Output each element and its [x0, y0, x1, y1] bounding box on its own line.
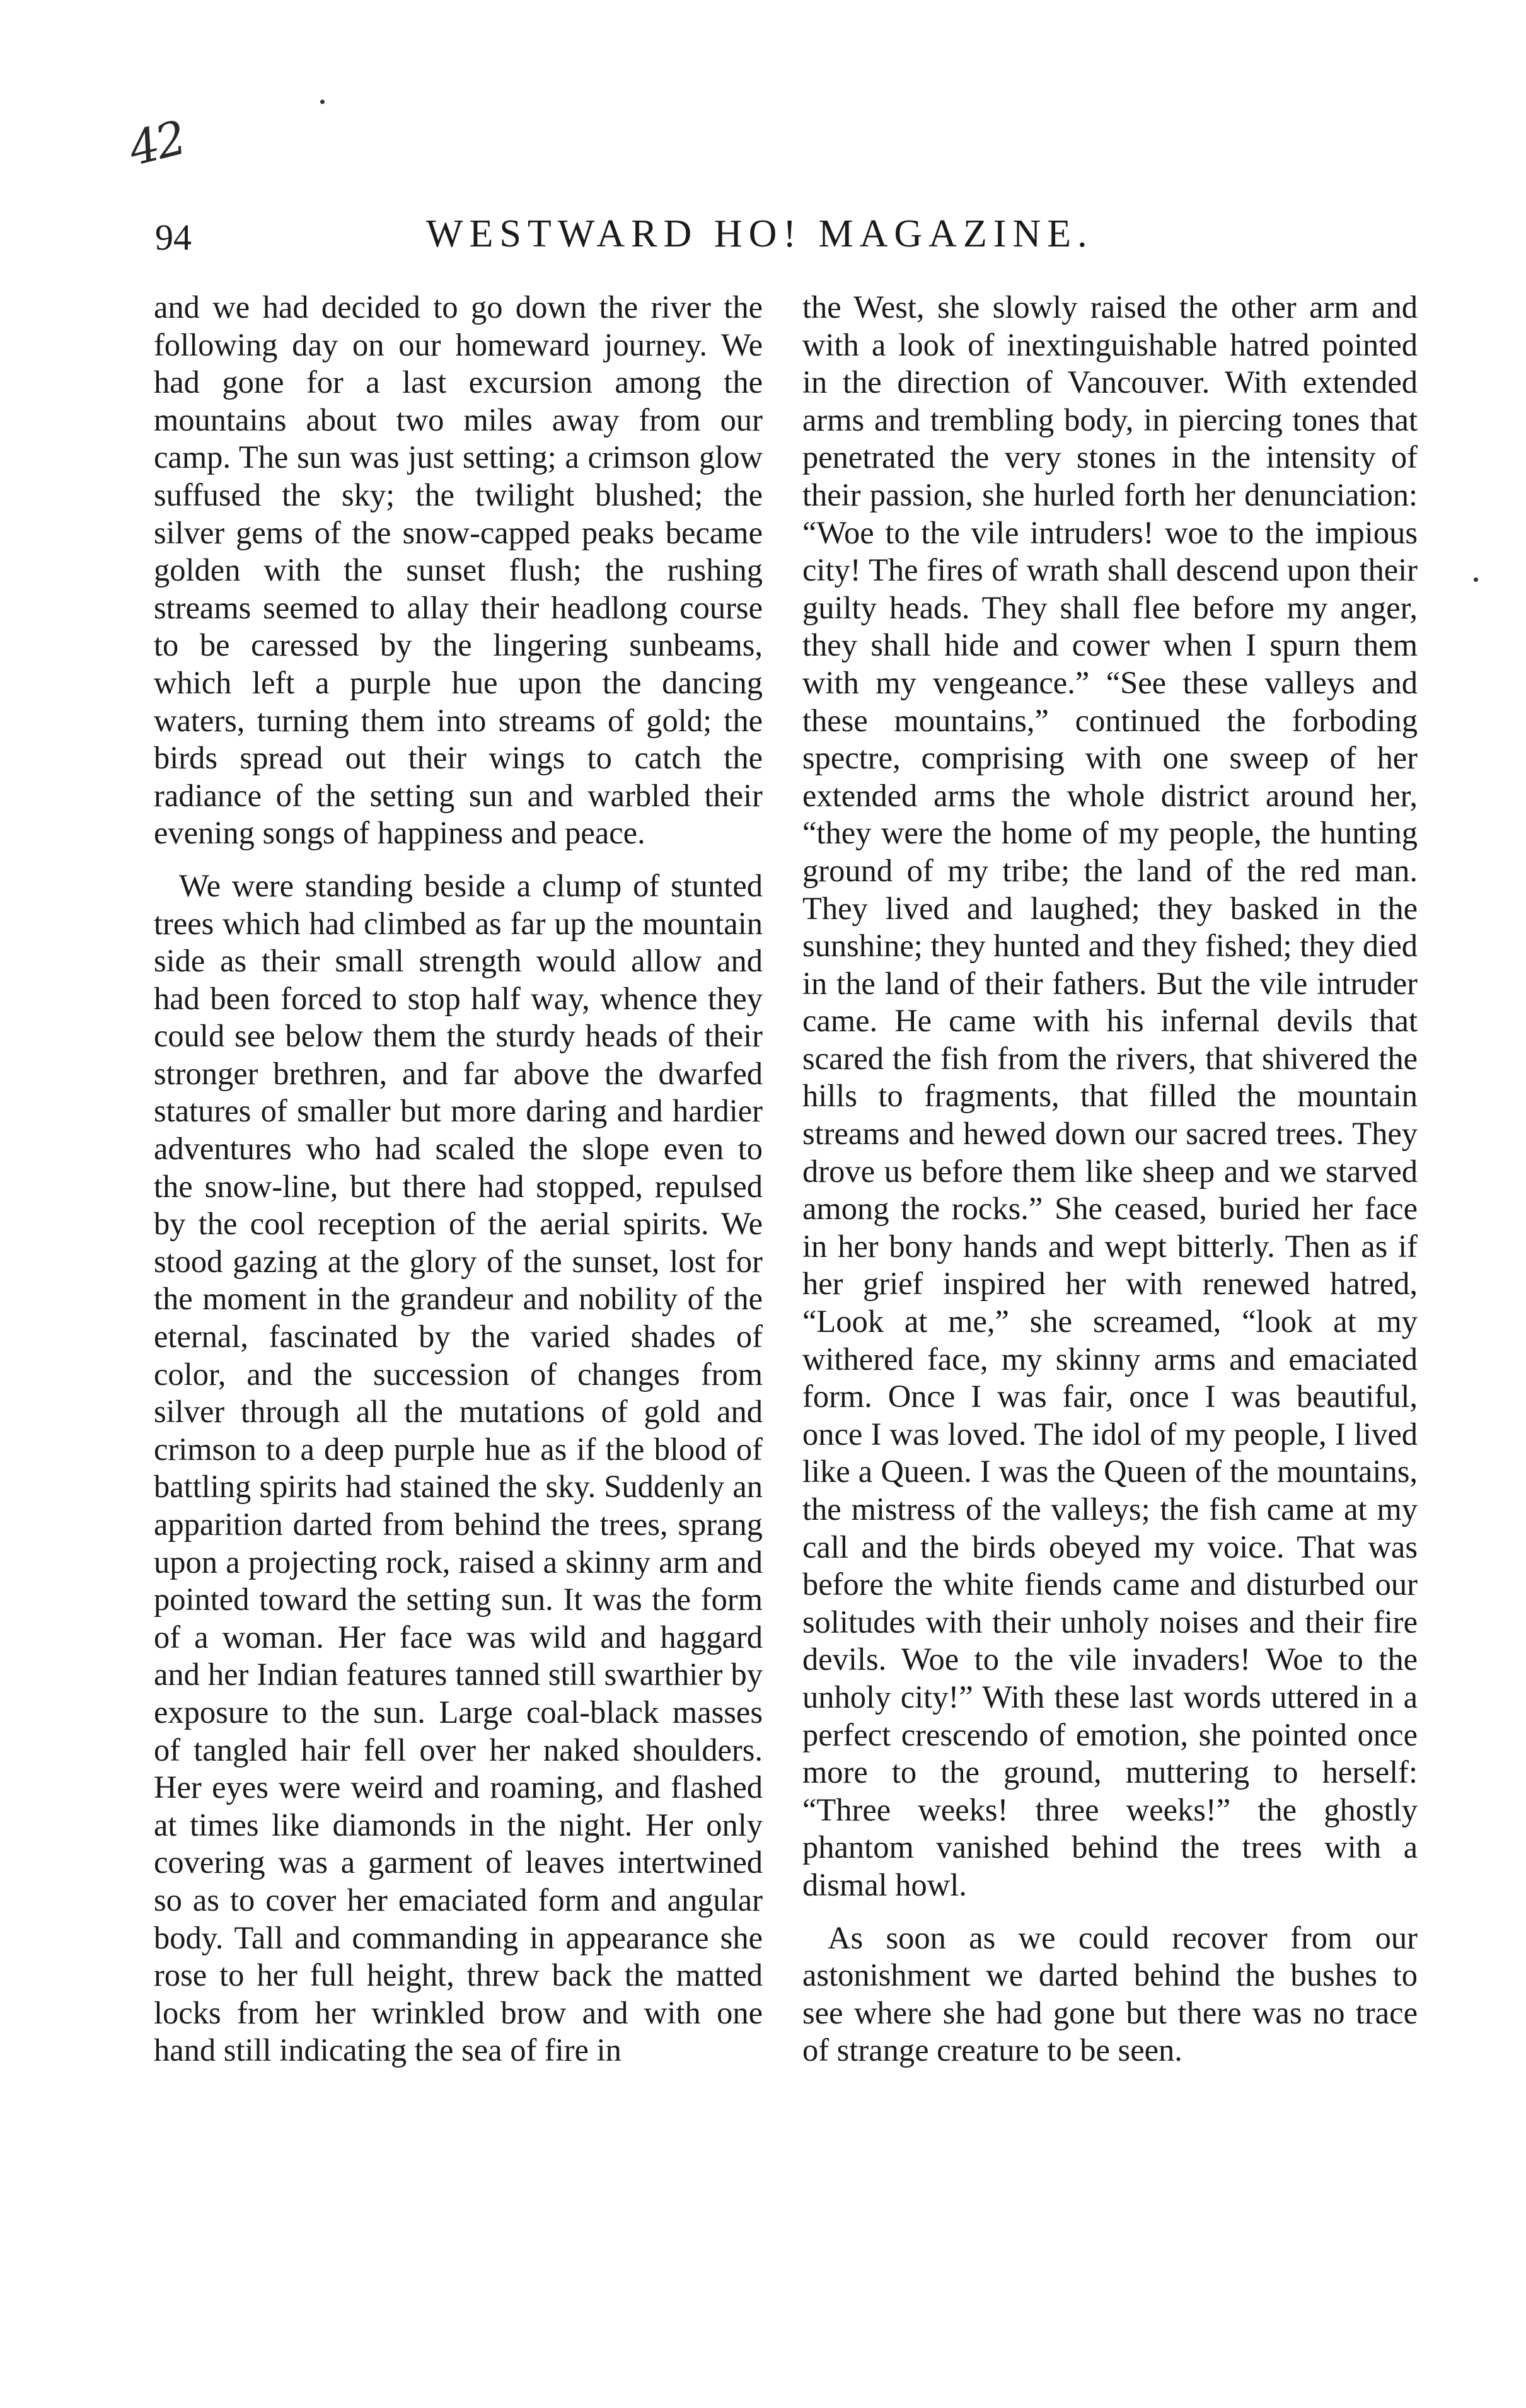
right-paragraph-1: the West, she slowly raised the other arm and with a look of inextinguishable hatred pointed in the direction of Vancouver. With extended arms and trembling body, in piercing tones that penetrated the very stones in the intensity of their passion, she hurled forth her denunciation: “Woe to the vile intruders! woe to the impious city! The fires of wrath shall descend upon their guilty heads. They shall flee before my anger, they shall hide and cower when I spurn them with my vengeance.” “See these valleys and these mountains,” continued the forboding spectre, comprising with one sweep of her extended arms the whole district around her, “they were the home of my people, the hunting ground of my tribe; the land of the red man. They lived and laughed; they basked in the sunshine; they hunted and they fished; they died in the land of their fathers. But the vile intruder came. He came with his infernal devils that scared the fish from the rivers, that shivered the hills to fragments, that filled the mountain streams and hewed down our sacred trees. They drove us before them like sheep and we starved among the rocks.” She ceased, buried her face in her bony hands and wept bitterly. Then as if her grief inspired her with renewed hatred, “Look at me,” she screamed, “look at my withered face, my skinny arms and emaciated form. Once I was fair, once I was beautiful, once I was loved. The idol of my people, I lived like a Queen. I was the Queen of the mountains, the mistress of the valleys; the fish came at my call and the birds obeyed my voice. That was before the white fiends came and disturbed our solitudes with their unholy noises and their fire devils. Woe to the vile invaders! Woe to the unholy city!” With these last words uttered in a perfect crescendo of emotion, she pointed once more to the ground, muttering to herself: “Three weeks! three weeks!” the ghostly phantom vanished behind the trees with a dismal howl.: [802, 289, 1418, 1902]
right-paragraph-2: As soon as we could recover from our astonishment we darted behind the bushes to see where she had gone but there was no trace of strange creature to be seen.: [802, 1919, 1418, 2068]
ink-speck-top: [320, 100, 325, 104]
page-number: 94: [155, 217, 192, 258]
running-title: WESTWARD HO! MAGAZINE.: [426, 212, 1094, 255]
left-paragraph-1: and we had decided to go down the river the following day on our homeward journey. We had gone for a last excursion among the mountains about two miles away from our camp. The sun was just setting; a crimson glow suffused the sky; the twilight blushed; the silver gems of the snow-capped peaks became golden with the sunset flush; the rushing streams seemed to allay their headlong course to be caressed by the lingering sunbeams, which left a purple hue upon the dancing waters, turning them into streams of gold; the birds spread out their wings to catch the radiance of the setting sun and warbled their evening songs of happiness and peace.: [154, 289, 763, 851]
handwritten-annotation: 42: [123, 110, 190, 177]
left-column: [154, 289, 763, 2069]
right-column: [802, 289, 1418, 2069]
ink-speck-margin: [1474, 577, 1478, 582]
left-paragraph-2: We were standing beside a clump of stunted trees which had climbed as far up the mountain side as their small strength would allow and had been forced to stop half way, whence they could see below them the sturdy heads of their stronger brethren, and far above the dwarfed statures of smaller but more daring and hardier adventures who had scaled the slope even to the snow-line, but there had stopped, repulsed by the cool reception of the aerial spirits. We stood gazing at the glory of the sunset, lost for the moment in the grandeur and nobility of the eternal, fascinated by the varied shades of color, and the succession of changes from silver through all the mutations of gold and crimson to a deep purple hue as if the blood of battling spirits had stained the sky. Suddenly an apparition darted from behind the trees, sprang upon a projecting rock, raised a skinny arm and pointed toward the setting sun. It was the form of a woman. Her face was wild and haggard and her Indian features tanned still swarthier by exposure to the sun. Large coal-black masses of tangled hair fell over her naked shoulders. Her eyes were weird and roaming, and flashed at times like diamonds in the night. Her only covering was a garment of leaves intertwined so as to cover her emaciated form and angular body. Tall and commanding in appearance she rose to her full height, threw back the matted locks from her wrinkled brow and with one hand still indicating the sea of fire in: [154, 867, 763, 2068]
